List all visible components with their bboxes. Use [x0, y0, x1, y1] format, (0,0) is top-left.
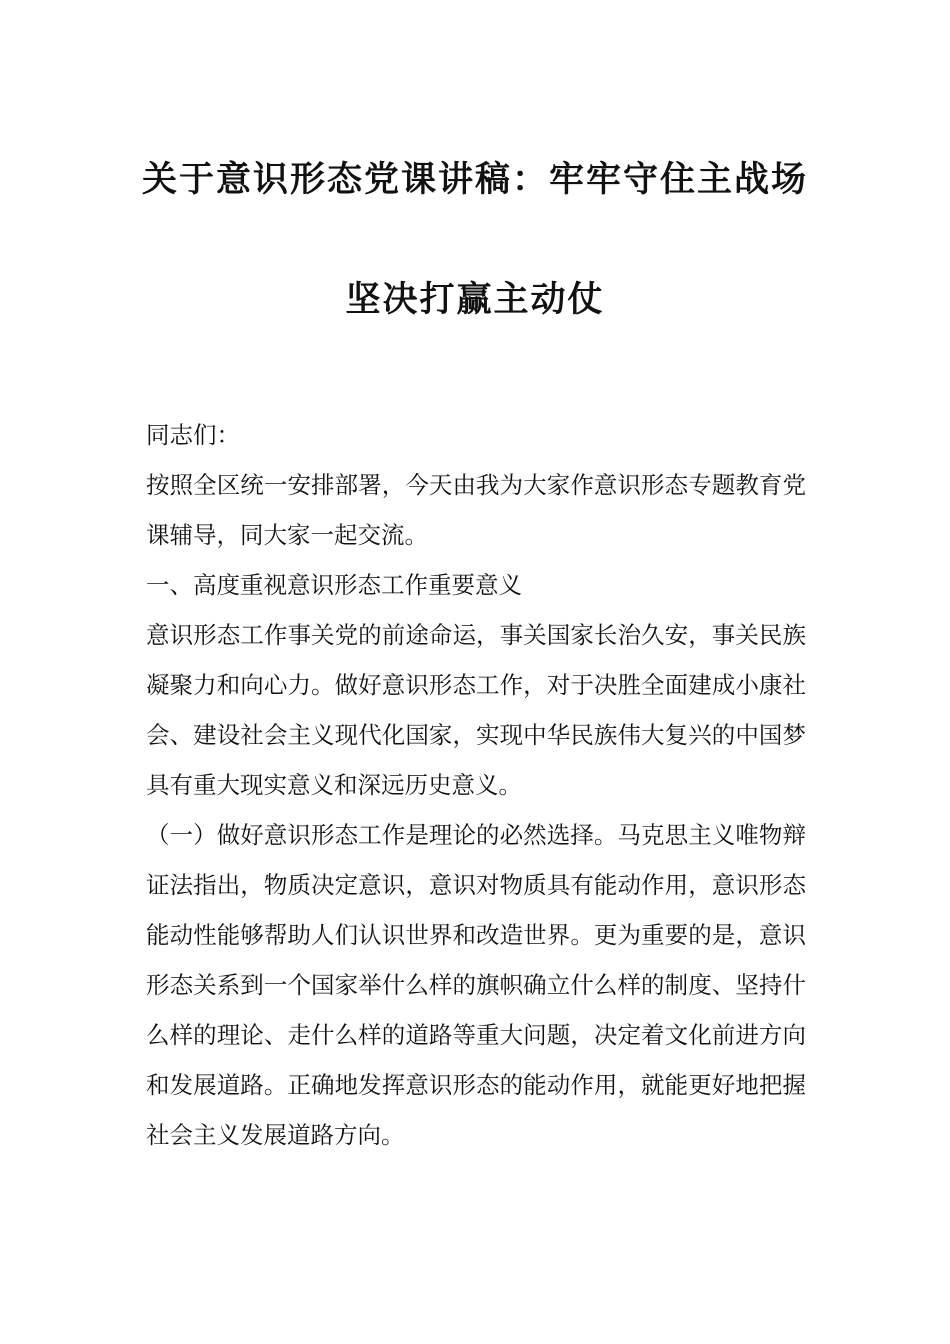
salutation: 同志们： — [146, 421, 240, 449]
document-body — [146, 410, 806, 1160]
document-title-line-1: 关于意识形态党课讲稿：牢牢守住主战场 — [141, 160, 808, 200]
paragraph-1: 意识形态工作事关党的前途命运，事关国家长治久安，事关民族凝聚力和向心力。做好意识形态工作，对于决胜全面建成小康社会、建设社会主义现代化国家，实现中华民族伟大复兴的中国梦具有重大现实意义和深远历史意义。 — [146, 621, 806, 799]
section-heading-1: 一、高度重视意识形态工作重要意义 — [146, 571, 522, 599]
intro-paragraph: 按照全区统一安排部署，今天由我为大家作意识形态专题教育党课辅导，同大家一起交流。 — [146, 471, 806, 549]
paragraph-2: （一）做好意识形态工作是理论的必然选择。马克思主义唯物辩证法指出，物质决定意识，意识对物质具有能动作用，意识形态能动性能够帮助人们认识世界和改造世界。更为重要的是，意识形态关系到一个国家举什么样的旗帜确立什么样的制度、坚持什么样的理论、走什么样的道路等重大问题，决定着文化前进方向和发展道路。正确地发挥意识形态的能动作用，就能更好地把握社会主义发展道路方向。 — [146, 821, 806, 1149]
document-title-line-2: 坚决打赢主动仗 — [345, 280, 605, 320]
